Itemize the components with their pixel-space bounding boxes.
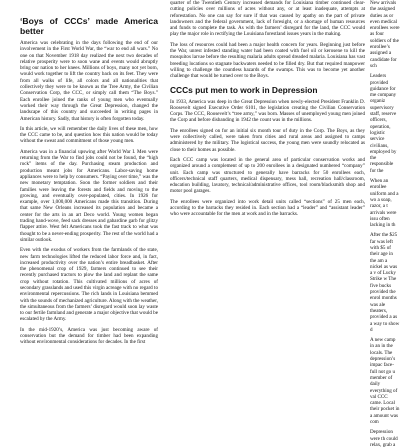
article-paragraph: quarter of the Twentieth Century increased demands for Louisiana timber continued clear-cutting policies over millions of acres without any, or at least inadequate, attempts at reforestation. No one can say for sure if that was caused by apathy on the part of private landowners and the federal government, lack of foresight, or a shortage of human resources and funds to complete the task. As with the farmers’ disregard for the land, the CCC would play the major role in rectifying the Louisiana forestland issues years in the making. — [170, 0, 365, 38]
article-title-ccc-depression: CCCs put men to work in Depression — [170, 84, 318, 95]
article-paragraph: Each CCC camp was located in the general area of particular conservation works and organized around a complement of up to 200 enrollees in a designated numbered “company” unit. Each camp was structured to generally have barracks for 50 enrollees each, officers/technical staff quarters, medical dispensary, mess hall, recreation hall/classroom, education building, lavatory, technical/administrative offices, tool room/blacksmith shop and motor pool garages. — [170, 156, 365, 195]
article-paragraph: New arrivals the assigned duties as or even medical enrollees were as four soldiers of the enrollee’s assigned a candidate for sch — [370, 0, 400, 69]
article-paragraph: Even with the exodus of workers from the farmlands of the state, new farm technologies lifted the reduced labor force and, in fact, increased productivity over the nation’s entire breadbasket. After the phenomenal crop of 1929, farmers continued to see their recently purchased tractors to plow the land and replant the same crop without rotation. This cultivated millions of acres of secondary grasslands and used this virgin acreage with no regard to environmental repercussions. The rich lands in Louisiana bemmed with the sounds of mechanized agriculture. Along with the weather, the simultaneous from the farmers’ disregard would soon lay waste to our fertile farmland and generate a major objective that would be escalated by the Army. — [20, 247, 158, 323]
article-title-boys-of-cccs: ‘Boys of CCCs’ made America better — [20, 16, 158, 36]
article-paragraph: In 1933, America was deep in the Great Depression when newly-elected President Franklin D. Roosevelt signed Executive Order 6101, the legislation creating the Civilian Conservation Corps. The CCC, Roosevelt’s “tree army,” was born. Masses of unemployed young men joined the Corp and before disbanding in 1942 the count was in the millions. — [170, 98, 365, 124]
article-paragraph: The enrollees signed on for an initial six month tour of duty in the Corp. The Boys, as they were collectively called, were taken from cities and rural areas and assigned to camps administered by the military. The logistical success, the young men were soundly relocated as close to their homes as possible. — [170, 127, 365, 153]
article-paragraph: A new camp in an in the locals. The depression’s impac face-full not go u member of daily everything of val CCC came. Local their pocket in a amount was com — [370, 337, 400, 425]
article-paragraph: America was in a financial upswing after World War I. Men were returning from the War to find jobs could not be found, the “high rock” items of the day. Purchasing steam production and production meant jobs for Americans. Labor-saving home appliances were to help by consumers. “Paying over time,” was the new monetary temptation. Soon the former soldiers and their families were leaving the forests and fields and moving to the growing, and eventually over-populated, cities. In 1926 for example, over 1,000,000 Americans made this transition. During that same New Orleans increased its population and became a center for the arts in an art Deco world. Young women began trading hand-wove, feed sack dresses and gabardine garb for glitzy flapper attire. West felt Americans took the fast track to what was thought to be a never-ending prosperity. The rest of the world had a similar outlook. — [20, 148, 158, 243]
article-paragraph: In this article, we will remember the daily lives of these men, how the CCC came to be, and question how this nation would be today without the sweat and commitment of those young men. — [20, 125, 158, 145]
article-paragraph: America was celebrating in the days following the end of our involvement in the First World War, the “war to end all wars.” No one on that November 1918 day realized the next two decades of relative prosperity were to soon wane and events would abruptly bring our nation to her knees. Millions of boys, many not yet born, would work together to lift the country back on its feet. They were from all walks of life, all colors and all nationalities that collectively they were to be known as the Tree Army, the Civilian Conservation Corp, the CCC, or simply call them “The Boys.” Each enrollee joined the ranks of young men who eventually worked their way through the Great Depression, changed the landscape of this country and succeeded in writing pages in American history. Sadly, that history is often forgotten today. — [20, 40, 158, 122]
right-column — [370, 0, 400, 448]
left-column — [20, 0, 158, 400]
article-paragraph: Leaders provided guidance for me company organiz supervisory staff, reserve officers, operation, logistic service civilians, employed by the responsible for the — [370, 73, 397, 174]
article-paragraph: The enrollees were organized into work detail units called “sections” of 25 men each, according to the barracks they resided in. Each section had a “leader” and “assistant leader” who were accountable for the men at work and in the barracks. — [170, 198, 365, 218]
middle-column — [170, 0, 365, 400]
article-paragraph: The loss of resources could had been a major health concern for years. Beginning just before the War, unrest infested standing water had been coated with fuel oil or kerosene to kill the mosquitos larvae before the resulting malaria adults spread dreaded malaria. Louisiana has vast breeding locations so stagnate backwaters needed to be filled dry. But that required manpower willing to challenge the countless hazards of the swamps. This was to become yet another challenge that would be turned over to the Boys. — [170, 41, 365, 80]
article-paragraph: In the mid-1920’s, America was just becoming aware of conservation but the demand for timber had been expanding without environmental considerations for decades. In the first — [20, 326, 158, 346]
article-paragraph: When an enrollee uniform and a wo a soap, razor, a t arrivals were issu often lacking in th — [370, 178, 399, 229]
article-paragraph: Depression were th could relax, grab a — [370, 429, 398, 448]
article-paragraph: After the $25 far was left with $5 of their age in the am a nickel as was a v of Lucky Strike w The five bucks provided the enrol months was ale theaters, provided a as a way to show d — [370, 232, 400, 333]
